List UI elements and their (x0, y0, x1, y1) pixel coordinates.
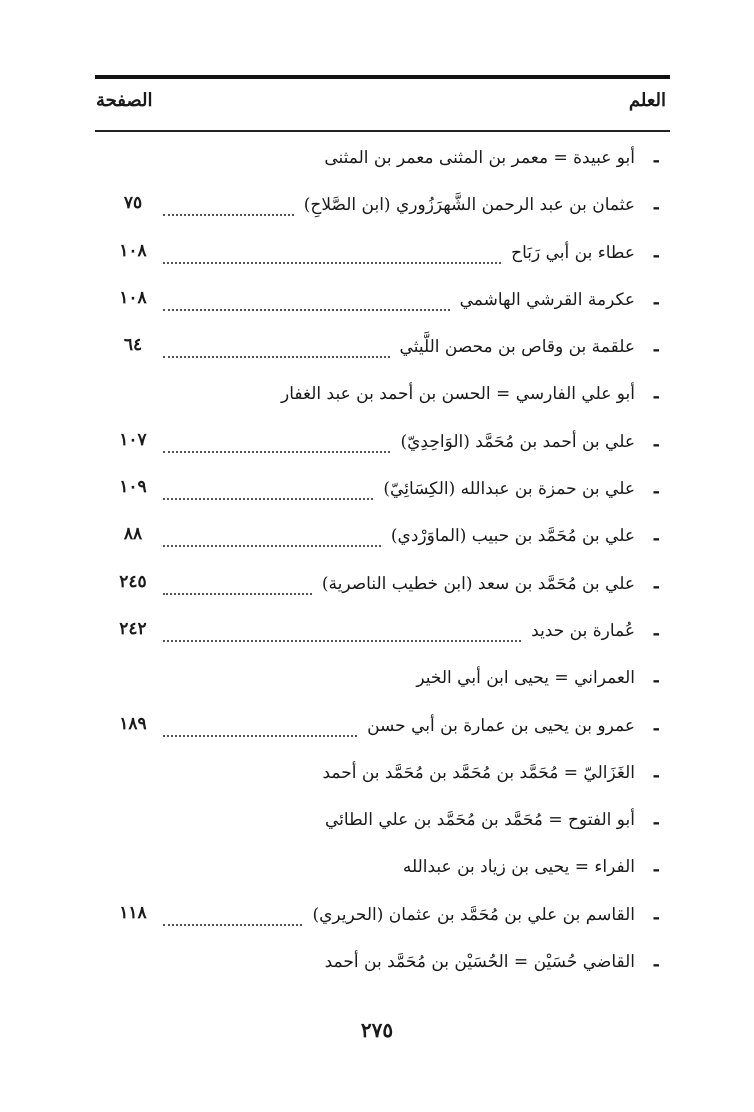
entry-page-number: ١١٨ (119, 902, 147, 923)
index-entry (95, 708, 670, 755)
entry-page-number: ٧٥ (123, 193, 143, 214)
entry-page-number: ١٠٩ (119, 477, 147, 498)
entry-bullet: - (652, 575, 660, 597)
index-entry (95, 802, 670, 849)
entry-name: علي بن أحمد بن مُحَمَّد (الوَاحِدِيّ) (400, 431, 635, 452)
entry-bullet: - (652, 717, 660, 739)
entry-bullet: - (652, 528, 660, 550)
index-entry (95, 660, 670, 707)
entry-name: عكرمة القرشي الهاشمي (459, 289, 635, 310)
entry-bullet: - (652, 150, 660, 171)
entry-name: أبو علي الفارسي = الحسن بن أحمد بن عبد الغفار (281, 384, 635, 405)
leader-dots (163, 356, 390, 358)
page-number: ٢٧٥ (360, 1018, 394, 1042)
entry-name: العمراني = يحيى ابن أبي الخير (416, 668, 635, 689)
entry-name: الفراء = يحيى بن زياد بن عبدالله (402, 857, 635, 878)
entry-bullet: - (652, 622, 660, 644)
leader-dots (163, 214, 294, 216)
top-rule (95, 75, 670, 79)
leader-dots (163, 924, 302, 926)
entry-name: الغَزَاليّ = مُحَمَّد بن مُحَمَّد بن مُحَمَّد بن أحمد (322, 762, 635, 783)
entry-name: أبو الفتوح = مُحَمَّد بن مُحَمَّد بن علي الطائي (325, 810, 635, 831)
leader-dots (163, 735, 357, 737)
index-entry (95, 235, 670, 282)
index-entries (95, 140, 670, 991)
index-entry (95, 376, 670, 423)
entry-name: عُمارة بن حديد (531, 620, 635, 641)
leader-dots (163, 640, 521, 642)
index-entry (95, 849, 670, 896)
entry-name: القاسم بن علي بن مُحَمَّد بن عثمان (الحريري) (312, 904, 635, 925)
entry-bullet: - (652, 812, 660, 834)
leader-dots (163, 545, 381, 547)
entry-name: عمرو بن يحيى بن عمارة بن أبي حسن (367, 715, 635, 736)
index-entry (95, 944, 670, 991)
page-column-header: الصفحة (96, 90, 153, 111)
entry-page-number: ١٠٨ (119, 240, 147, 261)
index-entry (95, 140, 670, 187)
entry-name: القاضي حُسَيْن = الحُسَيْن بن مُحَمَّد بن أحمد (324, 952, 635, 973)
entry-page-number: ٢٤٥ (119, 571, 147, 592)
index-entry (95, 755, 670, 802)
entry-name: عثمان بن عبد الرحمن الشَّهرَزُوري (ابن الصَّلاحِ) (303, 195, 635, 216)
entry-bullet: - (652, 670, 660, 692)
index-entry (95, 518, 670, 565)
entry-bullet: - (652, 954, 660, 976)
index-entry (95, 566, 670, 613)
entry-name: عطاء بن أبي رَبَاح (511, 242, 635, 263)
entry-bullet: - (652, 859, 660, 881)
entry-bullet: - (652, 764, 660, 786)
leader-dots (163, 309, 450, 311)
leader-dots (163, 451, 390, 453)
entry-name: علي بن مُحَمَّد بن سعد (ابن خطيب الناصرية) (321, 573, 635, 594)
index-entry (95, 282, 670, 329)
entry-name: علقمة بن وقاص بن محصن اللَّيثي (399, 337, 635, 358)
entry-page-number: ١٠٧ (119, 429, 147, 450)
entry-name: أبو عبيدة = معمر بن المثنى معمر بن المثنى (324, 148, 635, 168)
entry-name: علي بن حمزة بن عبدالله (الكِسَائِيّ) (383, 479, 635, 500)
name-column-header: العلم (628, 90, 666, 111)
entry-page-number: ٨٨ (123, 524, 143, 545)
entry-page-number: ١٠٨ (119, 287, 147, 308)
entry-name: علي بن مُحَمَّد بن حبيب (الماوَرْدي) (390, 526, 635, 547)
index-entry (95, 329, 670, 376)
index-entry (95, 471, 670, 518)
index-entry (95, 897, 670, 944)
entry-bullet: - (652, 291, 660, 313)
index-entry (95, 424, 670, 471)
entry-bullet: - (652, 386, 660, 408)
entry-bullet: - (652, 481, 660, 503)
entry-bullet: - (652, 244, 660, 266)
leader-dots (163, 498, 373, 500)
header-rule (95, 130, 670, 132)
entry-bullet: - (652, 906, 660, 928)
entry-bullet: - (652, 433, 660, 455)
index-entry (95, 613, 670, 660)
entry-page-number: ٦٤ (123, 335, 143, 356)
leader-dots (163, 262, 501, 264)
entry-bullet: - (652, 339, 660, 361)
entry-page-number: ١٨٩ (119, 713, 147, 734)
entry-bullet: - (652, 197, 660, 219)
entry-page-number: ٢٤٢ (119, 618, 147, 639)
leader-dots (163, 593, 312, 595)
index-entry (95, 187, 670, 234)
